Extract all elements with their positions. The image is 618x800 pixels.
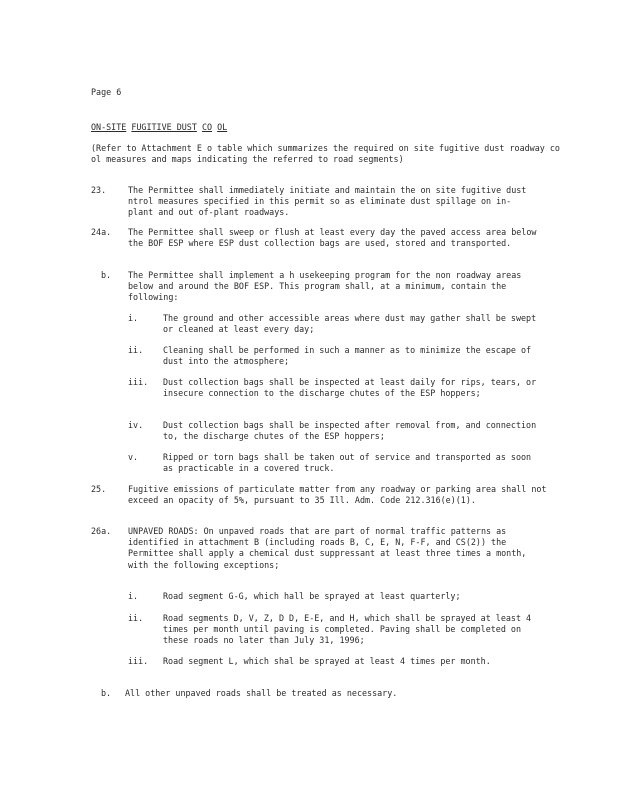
item-text-26b: All other unpaved roads shall be treated as necessary. — [125, 688, 398, 698]
item-text-24a: The Permittee shall sweep or flush at least every day the paved access area below the BOF ESP where ESP dust collection bags are used, stored and transported. — [128, 227, 537, 249]
heading-part-2: FUGITIVE DUST — [131, 122, 197, 132]
subitem-number-b-v: v. — [128, 452, 139, 462]
subitem-number-b-i: i. — [128, 313, 139, 323]
heading-part-1: ON-SITE — [91, 122, 127, 132]
subitem-text-b-i: The ground and other accessible areas where dust may gather shall be swept or cleaned at least every day; — [163, 313, 537, 335]
heading-part-3: CO — [201, 122, 213, 132]
subitem-text-b-iv: Dust collection bags shall be inspected after removal from, and connection to, the discharge chutes of the ESP hoppers; — [163, 420, 537, 442]
heading-part-4: OL — [217, 122, 228, 132]
item-text-24b: The Permittee shall implement a h usekeeping program for the non roadway areas below and around the BOF ESP. This program shall, at a minimum, contain the following: — [128, 270, 522, 303]
subitem-number-26-iii: iii. — [128, 656, 149, 666]
subitem-text-26-iii: Road segment L, which shal be sprayed at least 4 times per month. — [163, 656, 491, 666]
intro-paragraph: (Refer to Attachment E o table which summarizes the required on site fugitive dust roadway co ol measures and maps indicating the referred to road segments) — [91, 143, 560, 164]
subitem-text-b-iii: Dust collection bags shall be inspected at least daily for rips, tears, or insecure connection to the discharge chutes of the ESP hoppers; — [163, 377, 537, 399]
item-text-23: The Permittee shall immediately initiate and maintain the on site fugitive dust ntrol measures specified in this permit so as eliminate dust spillage on in-plant and out of-plant roadways. — [128, 185, 527, 218]
subitem-number-b-iv: iv. — [128, 420, 144, 430]
page-number: Page 6 — [91, 87, 122, 97]
item-text-25: Fugitive emissions of particulate matter from any roadway or parking area shall not exceed an opacity of 5%, pursuant to 35 Ill. Adm. Code 212.316(e)(1). — [128, 484, 547, 506]
section-heading — [91, 122, 227, 132]
subitem-text-26-i: Road segment G-G, which hall be sprayed at least quarterly; — [163, 591, 461, 601]
subitem-text-b-ii: Cleaning shall be performed in such a manner as to minimize the escape of dust into the atmosphere; — [163, 345, 532, 367]
subitem-number-b-ii: ii. — [128, 345, 144, 355]
item-number-23: 23. — [91, 185, 107, 195]
subitem-number-26-i: i. — [128, 591, 139, 601]
subitem-text-b-v: Ripped or torn bags shall be taken out of service and transported as soon as practicable in a covered truck. — [163, 452, 532, 474]
item-number-25: 25. — [91, 484, 107, 494]
item-number-26b: b. — [101, 688, 112, 698]
item-text-26a: UNPAVED ROADS: On unpaved roads that are part of normal traffic patterns as identified in attachment B (including roads B, C, E, N, F-F, and CS(2)) the Permittee shall apply a chemical dust suppressant at least three times a month, with the following exceptions; — [128, 526, 527, 570]
subitem-text-26-ii: Road segments D, V, Z, D D, E-E, and H, which shall be sprayed at least 4 times per month until paving is completed. Paving shall be completed on these roads no later than July 31, 1996; — [163, 613, 532, 646]
subitem-number-b-iii: iii. — [128, 377, 149, 387]
item-number-24b: b. — [101, 270, 112, 280]
item-number-26a: 26a. — [91, 526, 112, 536]
item-number-24a: 24a. — [91, 227, 112, 237]
subitem-number-26-ii: ii. — [128, 613, 144, 623]
